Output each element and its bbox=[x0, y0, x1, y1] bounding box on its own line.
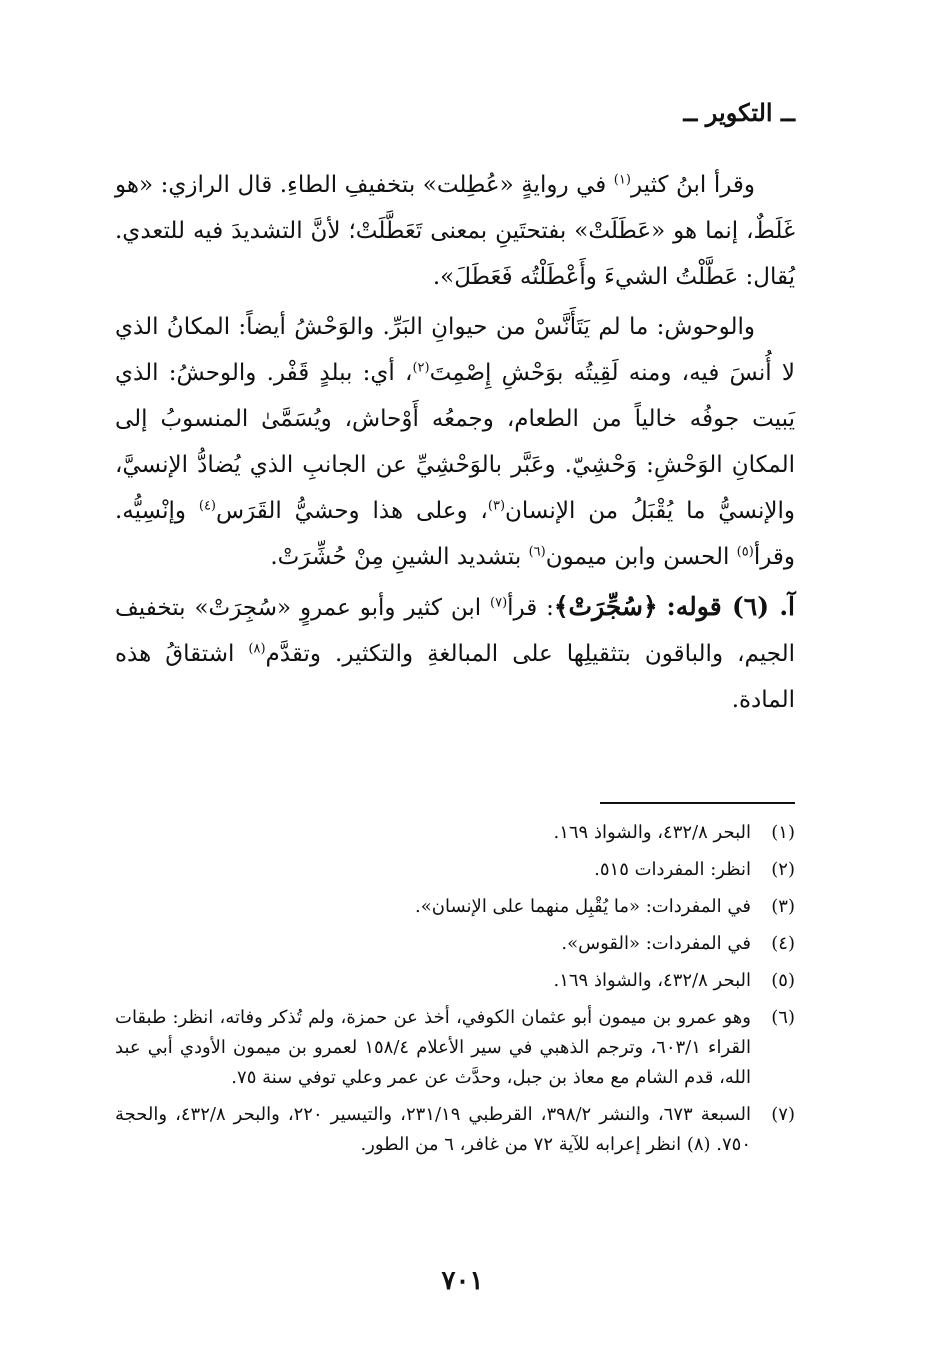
footnote-ref: (٧) bbox=[490, 595, 508, 611]
footnote-text: البحر ٤٣٢/٨، والشواذ ١٦٩. bbox=[553, 970, 751, 991]
footnote-number: (٧) bbox=[771, 1104, 795, 1125]
main-text bbox=[115, 162, 795, 727]
text-run: والوحوش: ما لم يَتَأَنَّسْ من حيوانِ البَرِّ. والوَحْشُ أيضاً: المكانُ الذي لا أُنسَ فيه، ومنه لَقِيتُه بوَحْشِ إِصْمِتَ bbox=[115, 314, 796, 386]
text-run: ، وعلى هذا وحشيُّ القَرَس bbox=[216, 498, 488, 524]
quranic-word: ﴿سُجِّرَتْ﴾ bbox=[553, 592, 658, 621]
running-head: ــ التكوير ــ bbox=[683, 98, 795, 127]
footnote-number: (٣) bbox=[771, 896, 795, 917]
footnote bbox=[115, 929, 795, 959]
page-number: ٧٠١ bbox=[441, 1266, 484, 1296]
text-run: وقرأ ابنُ كثير bbox=[630, 172, 756, 198]
footnote-ref: (٤) bbox=[198, 498, 216, 514]
footnote bbox=[115, 855, 795, 885]
text-run: في روايةٍ «عُطِلت» بتخفيفِ الطاءِ. قال الرازي: «هو غَلَطٌ، إنما هو «عَطَلَتْ» بفتحتَينِ بمعنى تَعَطَّلَتْ؛ لأنَّ التشديدَ فيه للتعدي. يُقال: عَطَّلْتُ الشيءَ وأَعْطَلْتُه فَعَطَلَ». bbox=[115, 172, 795, 290]
text-run: بتشديد الشينِ مِنْ حُشِّرَتْ. bbox=[270, 544, 529, 570]
paragraph-1 bbox=[115, 162, 795, 300]
text-run: اشتقاقُ هذه المادة. bbox=[115, 641, 795, 713]
footnote-ref: (٥) bbox=[736, 544, 754, 560]
text-run: الحسن وابن ميمون bbox=[545, 544, 737, 570]
footnote bbox=[115, 818, 795, 848]
footnote-number: (١) bbox=[771, 822, 795, 843]
footnote bbox=[115, 892, 795, 922]
footnote-number: (٥) bbox=[771, 970, 795, 991]
text-run: ابن كثير وأبو عمروٍ «سُجِرَتْ» بتخفيف الجيم، والباقون بتثقيلِها على المبالغةِ والتكثير. وتقدَّم bbox=[115, 595, 796, 667]
footnote-text: في المفردات: «القوس». bbox=[561, 933, 751, 954]
text-run: ، أي: ببلدٍ قَفْر. والوحشُ: الذي يَبيت جوفُه خالياً من الطعام، وجمعُه أَوْحاش، ويُسَمَّىٰ المنسوبُ إلى المكانِ الوَحْشِ: وَحْشِيّ. وعَبَّر بالوَحْشِيِّ عن الجانبِ الذي يُضادُّ الإنسيَّ، والإنسيُّ ما يُقْبَلُ من الإنسان bbox=[115, 360, 796, 524]
footnote bbox=[115, 1100, 795, 1160]
footnote bbox=[115, 1003, 795, 1093]
paragraph-2 bbox=[115, 304, 795, 580]
footnote-number: (٦) bbox=[771, 1007, 795, 1028]
verse-reference: آ. (٦) قوله: bbox=[666, 592, 795, 621]
footnote-number: (٢) bbox=[771, 859, 795, 880]
paragraph-3 bbox=[115, 584, 795, 723]
footnote-number: (٤) bbox=[771, 933, 795, 954]
footnote bbox=[115, 966, 795, 996]
footnote-ref: (٢) bbox=[412, 360, 430, 376]
footnote-ref: (٨) bbox=[248, 641, 266, 657]
footnote-text: في المفردات: «ما يُقْبِل منهما على الإنسان». bbox=[415, 896, 751, 917]
footnote-text: السبعة ٦٧٣، والنشر ٣٩٨/٢، القرطبي ٢٣١/١٩، والتيسير ٢٢٠، والبحر ٤٣٢/٨، والحجة ٧٥٠. (٨) انظر إعرابه للآية ٧٢ من غافر، ٦ من الطور. bbox=[115, 1104, 752, 1155]
text-run: وإنْسِيُّه. وقرأ bbox=[115, 498, 795, 570]
footnote-ref: (٣) bbox=[487, 498, 506, 514]
footnote-text: انظر: المفردات ٥١٥. bbox=[594, 859, 751, 880]
footnotes bbox=[115, 818, 795, 1167]
footnote-ref: (٦) bbox=[528, 544, 546, 560]
footnote-text: البحر ٤٣٢/٨، والشواذ ١٦٩. bbox=[553, 822, 751, 843]
footnote-ref: (١) bbox=[613, 172, 631, 188]
footnote-text: وهو عمرو بن ميمون أبو عثمان الكوفي، أخذ عن حمزة، ولم تُذكر وفاته، انظر: طبقات القراء ٦٠٣/١، وترجم الذهبي في سير الأعلام ١٥٨/٤ لعمرو بن ميمون الأودي أبي عبد الله، قدم الشام مع معاذ بن جبل، وحدَّث عن عمر وعلي توفي سنة ٧٥. bbox=[115, 1007, 752, 1088]
footnote-separator bbox=[600, 802, 795, 804]
text-run: : قرأ bbox=[507, 595, 554, 621]
